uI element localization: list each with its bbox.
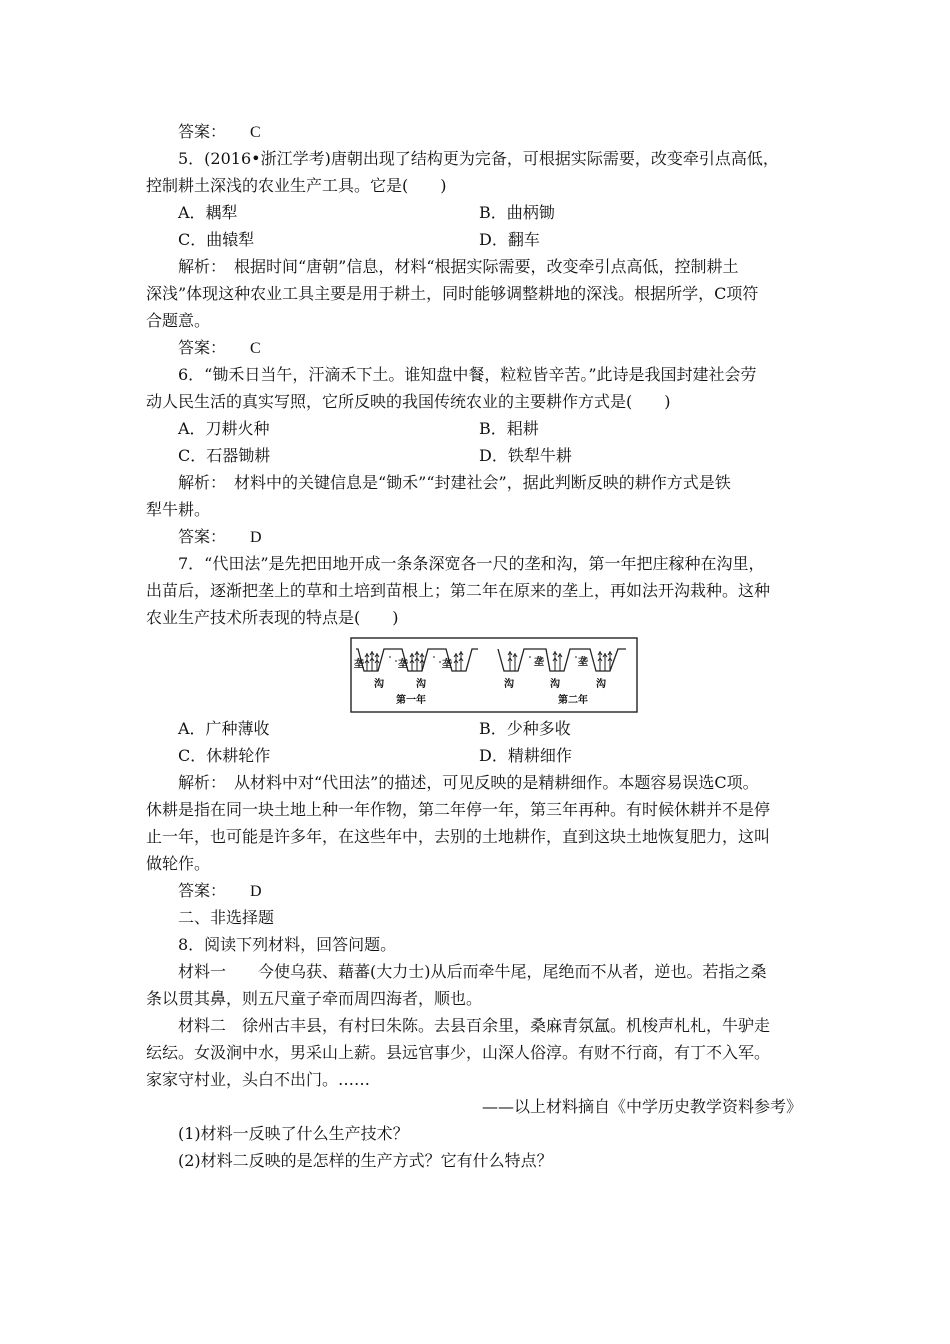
q4-answer — [146, 118, 806, 145]
q5-analysis-line-3: 合题意。 — [146, 311, 211, 330]
ridge-label: 垄 — [354, 659, 364, 670]
q8-material1-line-2: 条以贯其鼻，则五尺童子牵而周四海者，顺也。 — [146, 989, 483, 1008]
year1-label: 第一年 — [396, 695, 426, 706]
q5-stem-line-2: 控制耕土深浅的农业生产工具。它是( ) — [146, 176, 447, 195]
q8-subquestion-2: (2)材料二反映的是怎样的生产方式？它有什么特点？ — [178, 1151, 553, 1170]
ditch-label: 沟 — [550, 679, 560, 690]
answer-value: D — [250, 883, 262, 900]
answer-label: 答案： — [178, 122, 227, 141]
answer-label: 答案： — [178, 338, 227, 357]
option-d: D．翻车 — [479, 230, 540, 249]
q7-analysis-line-1: 解析： 从材料中对“代田法”的描述，可见反映的是精耕细作。本题容易误选C项。 — [178, 773, 759, 792]
option-b: B．少种多收 — [479, 719, 571, 738]
ridge-label: 垄 — [578, 657, 588, 668]
ditch-label: 沟 — [374, 679, 384, 690]
q8-material2-line-2: 纭纭。女汲涧中水，男采山上薪。县远官事少，山深人俗淳。有财不行商，有丁不入军。 — [146, 1043, 771, 1062]
ditch-label: 沟 — [596, 679, 606, 690]
ridge-label: 垄 — [442, 659, 452, 670]
daitian-method-figure — [146, 631, 806, 715]
q7-stem-line-1: 7．“代田法”是先把田地开成一条条深宽各一尺的垄和沟，第一年把庄稼种在沟里， — [178, 554, 765, 573]
ditch-label: 沟 — [504, 679, 514, 690]
option-c: C．石器锄耕 — [178, 446, 271, 465]
q7-analysis-line-3: 止一年，也可能是许多年，在这些年中，去别的土地耕作，直到这块土地恢复肥力，这叫 — [146, 827, 771, 846]
q7-answer — [146, 877, 806, 904]
q8-material1-line-1: 材料一 今使乌获、藉蕃(大力士)从后而牵牛尾，尾绝而不从者，逆也。若指之桑 — [178, 962, 767, 981]
option-a: A．耦犁 — [178, 203, 238, 222]
q8-subquestion-1: (1)材料一反映了什么生产技术？ — [178, 1124, 409, 1143]
q8-material2-line-3: 家家守村业，头白不出门。…… — [146, 1070, 371, 1089]
answer-value: C — [250, 124, 261, 141]
q6-stem-line-1: 6．“锄禾日当午，汗滴禾下土。谁知盘中餐，粒粒皆辛苦。”此诗是我国封建社会劳 — [178, 365, 757, 384]
q8-source: ——以上材料摘自《中学历史教学资料参考》 — [481, 1097, 802, 1116]
answer-label: 答案： — [178, 527, 227, 546]
q7-options-row-1 — [146, 715, 806, 742]
q7-options-row-2 — [146, 742, 806, 769]
q7-stem-line-3: 农业生产技术所表现的特点是( ) — [146, 608, 399, 627]
option-c: C．曲辕犁 — [178, 230, 255, 249]
option-c: C．休耕轮作 — [178, 746, 271, 765]
q8-stem: 8．阅读下列材料，回答问题。 — [178, 935, 397, 954]
q7-analysis-line-2: 休耕是指在同一块土地上种一年作物，第二年停一年，第三年再种。有时候休耕并不是停 — [146, 800, 771, 819]
option-d: D．精耕细作 — [479, 746, 572, 765]
q7-analysis-line-4: 做轮作。 — [146, 854, 211, 873]
q7-stem-line-2: 出苗后，逐渐把垄上的草和土培到苗根上；第二年在原来的垄上，再如法开沟栽种。这种 — [146, 581, 771, 600]
option-a: A．广种薄收 — [178, 719, 270, 738]
section-title: 二、非选择题 — [178, 908, 275, 927]
q8-material2-line-1: 材料二 徐州古丰县，有村曰朱陈。去县百余里，桑麻青氛氲。机梭声札札，牛驴走 — [178, 1016, 771, 1035]
q5-analysis-line-1: 解析： 根据时间“唐朝”信息，材料“根据实际需要，改变牵引点高低，控制耕土 — [178, 257, 739, 276]
q5-options-row-1 — [146, 199, 806, 226]
q6-options-row-1 — [146, 415, 806, 442]
answer-value: C — [250, 340, 261, 357]
year2-label: 第二年 — [558, 695, 588, 706]
q6-options-row-2 — [146, 442, 806, 469]
daitian-diagram — [350, 637, 638, 713]
answer-label: 答案： — [178, 881, 227, 900]
q5-options-row-2 — [146, 226, 806, 253]
q6-analysis-line-2: 犁牛耕。 — [146, 500, 211, 519]
option-a: A．刀耕火种 — [178, 419, 270, 438]
q6-answer — [146, 523, 806, 550]
option-d: D．铁犁牛耕 — [479, 446, 572, 465]
ridge-label: 垄 — [534, 657, 544, 668]
ridge-label: 垄 — [398, 659, 408, 670]
q5-answer — [146, 334, 806, 361]
ditch-label: 沟 — [416, 679, 426, 690]
document-page — [146, 118, 806, 1174]
option-b: B．曲柄锄 — [479, 203, 555, 222]
q5-stem-line-1: 5．(2016•浙江学考)唐朝出现了结构更为完备，可根据实际需要，改变牵引点高低， — [178, 149, 779, 168]
answer-value: D — [250, 529, 262, 546]
q6-analysis-line-1: 解析： 材料中的关键信息是“锄禾”“封建社会”，据此判断反映的耕作方式是铁 — [178, 473, 731, 492]
q5-analysis-line-2: 深浅”体现这种农业工具主要是用于耕土，同时能够调整耕地的深浅。根据所学，C项符 — [146, 284, 759, 303]
q6-stem-line-2: 动人民生活的真实写照，它所反映的我国传统农业的主要耕作方式是( ) — [146, 392, 671, 411]
option-b: B．耜耕 — [479, 419, 539, 438]
